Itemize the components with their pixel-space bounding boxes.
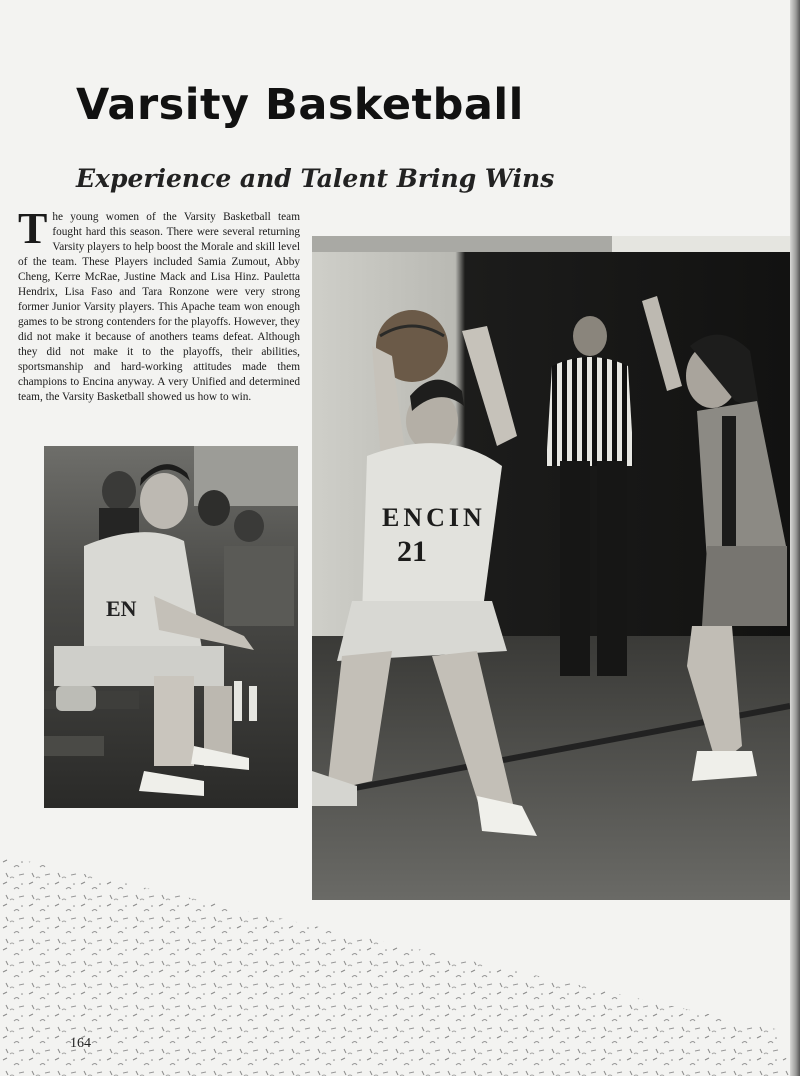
page-number: 164 [70,1036,91,1051]
drop-cap: T [18,204,48,253]
bench-jersey-text: EN [106,596,137,621]
page-subtitle: Experience and Talent Bring Wins [76,164,555,193]
main-jersey-text: ENCIN [382,503,486,532]
bench-photo [44,446,298,808]
page-title: Varsity Basketball [76,80,524,130]
main-jersey-number: 21 [397,535,427,568]
article-text: he young women of the Varsity Basketball team fought hard this season. There were several returning Varsity players to help boost the Morale and skill level of the team. These Players included Samia Zumout, Abby Cheng, Kerre McRae, Justine Mack and Lisa Hinz. Pauletta Hendrix, Lisa Faso and Tara Ronzone were very strong former Junior Varsity players. This Apache team won enough games to be strong contenders for the playoffs. However, they did not make it because of anothers teams defeat. Although they did not make it to the playoffs, their abilities, sportsmanship and hard-working attitudes made them champions to Encina anyway. A very Unified and determined team, the Varsity Basketball showed us how to win. [18,211,300,403]
article-body [18,204,300,405]
game-action-photo [312,236,790,900]
page-binding-edge [790,0,800,1076]
